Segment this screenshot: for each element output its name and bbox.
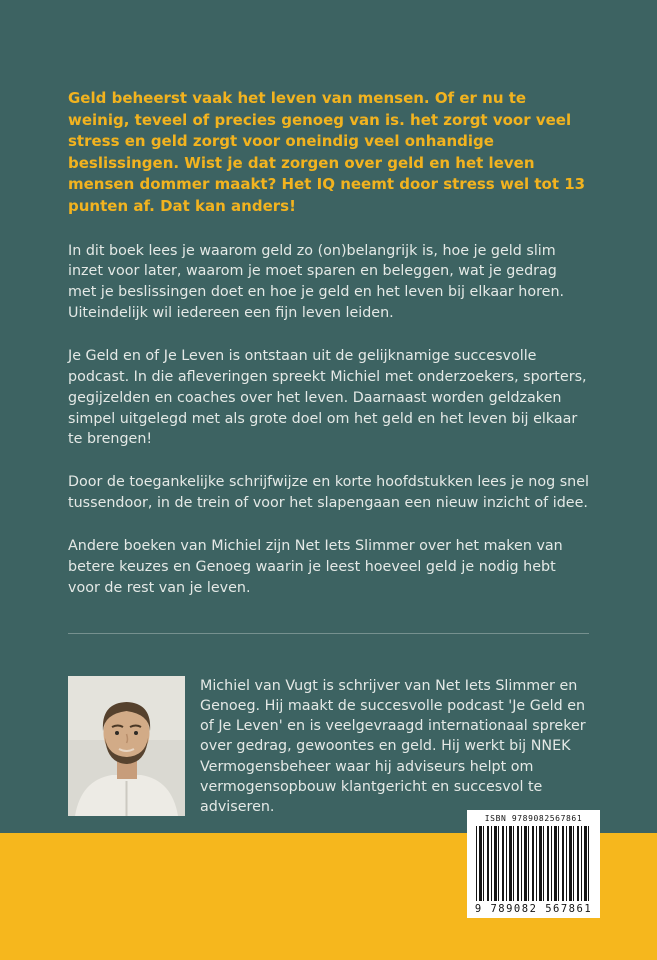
- author-portrait-illustration: [68, 676, 185, 816]
- cover-text-block: [68, 88, 589, 856]
- barcode-bars: [476, 826, 591, 901]
- body-paragraph-3: Door de toegankelijke schrijfwijze en korte hoofdstukken lees je nog snel tussendoor, in de trein of voor het slapengaan een nieuw inzicht of idee.: [68, 474, 589, 512]
- barcode-isbn-label: ISBN 9789082567861: [484, 814, 583, 823]
- body-paragraph-4: Andere boeken van Michiel zijn Net Iets Slimmer over het maken van betere keuzes en Genoeg waarin je leest hoeveel geld je nodig hebt voor de rest van je leven.: [68, 538, 563, 596]
- body-paragraph-2: Je Geld en of Je Leven is ontstaan uit de gelijknamige succesvolle podcast. In die afleveringen spreekt Michiel met onderzoekers, sporters, gegijzelden en coaches over het leven. Daarnaast worden geldzaken simpel uitgelegd met als grote doel om het geld en het leven bij elkaar te brengen!: [68, 348, 587, 448]
- section-divider: [68, 633, 589, 634]
- author-bio: Michiel van Vugt is schrijver van Net Iets Slimmer en Genoeg. Hij maakt de succesvolle podcast 'Je Geld en of Je Leven' en is veelgevraagd internationaal spreker over gedrag, gewoontes en geld. Hij werkt bij NNEK Vermogensbeheer waar hij adviseurs helpt om vermogensopbouw klantgericht en succesvol te adviseren.: [200, 677, 586, 816]
- author-photo: [68, 676, 185, 816]
- body-paragraph-1: In dit boek lees je waarom geld zo (on)belangrijk is, hoe je geld slim inzet voor later, waarom je moet sparen en beleggen, wat je gedrag met je beslissingen doet en hoe je geld en het leven bij elkaar horen. Uiteindelijk wil iedereen een fijn leven leiden.: [68, 242, 565, 322]
- barcode: [467, 810, 600, 918]
- barcode-number: 9 789082 567861: [474, 903, 593, 915]
- intro-paragraph: Geld beheerst vaak het leven van mensen. Of er nu te weinig, teveel of precies genoeg van is. het zorgt voor veel stress en geld zorgt voor oneindig veel onhandige beslissingen. Wist je dat zorgen over geld en het leven mensen dommer maakt? Het IQ neemt door stress wel tot 13 punten af. Dat kan anders!: [68, 89, 586, 215]
